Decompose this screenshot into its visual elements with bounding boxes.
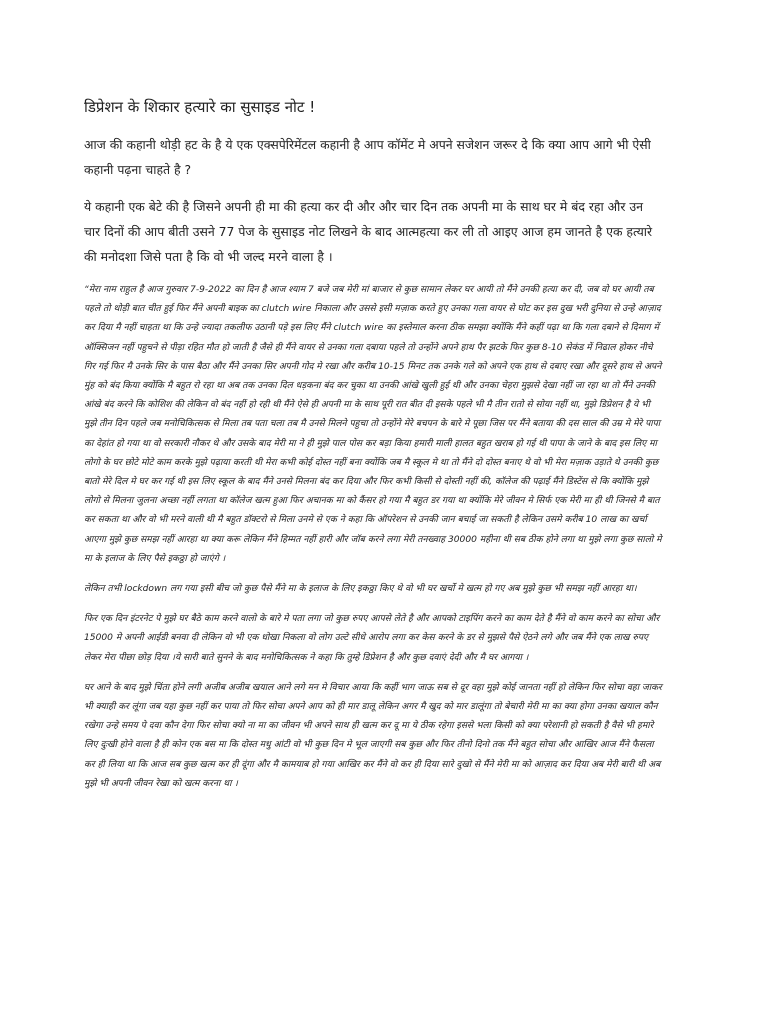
document-title: डिप्रेशन के शिकार हत्यारे का सुसाइड नोट !: [84, 98, 316, 116]
intro-paragraph: आज की कहानी थोड़ी हट के है ये एक एक्सपेरिमेंटल कहानी है आप कॉमेंट मे अपने सजेशन जरूर दे कि क्या आप आगे भी ऐसी कहानी पढ़ना चाहते है ?: [84, 137, 651, 177]
note-paragraph: घर आने के बाद मुझे चिंता होने लगी अजीब अजीब खयाल आने लगे मन मे विचार आया कि कहीं भाग जाऊ सब से दूर वहा मुझे कोई जानता नहीं हो लेकिन फिर सोचा वहा जाकर भी क्याही कर लूंगा जब यहा कुछ नहीं कर पाया तो फिर सोचा अपने आप को ही मार डालू लेकिन अगर मै खुद को मार डालूंगा तो बेचारी मेरी मा का क्या होगा उनका खयाल कौन रखेगा उन्हे समय पे दवा कौन देगा फिर सोचा क्यो ना मा का जीवन भी अपने साथ ही खत्म कर दू मा ये ठीक रहेगा इससे भला किसी को क्या परेशानी हो सकती है वैसे भी हमारे लिए दुःखी होने वाला है ही कोन एक बस मा कि दोस्त मधु आंटी वो भी कुछ दिन मे भूल जाएगी सब कुछ और फिर तीनो दिनो तक मैंने बहुत सोचा और आखिर आज मैंने फैसला कर ही लिया था कि आज सब कुछ खत्म कर ही दूंगा और मै कामयाब हो गया आखिर कर मैंने वो कर ही दिया सारे दुखो से मैंने मेरी मा को आज़ाद कर दिया अब मेरी बारी थी अब मुझे भी अपनी जीवन रेखा को खत्म करना था ।: [84, 682, 662, 789]
note-paragraph: फिर एक दिन इंटरनेट पे मुझे घर बैठे काम करने वालो के बारे मे पता लगा जो कुछ रुपए आपसे लेते है और आपको टाइपिंग करने का काम देते है मैंने वो काम करने का सोचा और 15000 मे अपनी आईडी बनवा दी लेकिन वो भी एक धोखा निकला वो लोग उल्टे सीधे आरोप लगा कर केस करने के डर से मुझसे पैसे ऐठने लगे और जब मैंने एक लाख रुपए लेकर मेरा पीछा छोड़ दिया ।ये सारी बाते सुनने के बाद मनोचिकित्सक ने कहा कि तुम्हे डिप्रेशन है और कुछ दवाएं देदी और मै घर आगया ।: [84, 614, 660, 663]
note-paragraph: लेकिन तभी lockdown लग गया इसी बीच जो कुछ पैसे मैंने मा के इलाज के लिए इकठ्ठा किए थे वो भी घर खर्चो मे खत्म हो गए अब मुझे कुछ भी समझ नहीं आरहा था।: [84, 584, 637, 595]
intro-paragraph: ये कहानी एक बेटे की है जिसने अपनी ही मा की हत्या कर दी और और चार दिन तक अपनी मा के साथ घर मे बंद रहा और उन चार दिनों की आप बीती उसने 77 पेज के सुसाइड नोट लिखने के बाद आत्महत्या कर ली तो आइए आज हम जानते है एक हत्यारे की मनोदशा जिसे पता है कि वो भी जल्द मरने वाला है ।: [84, 199, 653, 264]
note-paragraph: “मेरा नाम राहुल है आज गुरुवार 7-9-2022 का दिन है आज श्याम 7 बजे जब मेरी मां बाजार से कुछ सामान लेकर घर आयी तो मैंने उनकी हत्या कर दी, जब वो घर आयी तब पहले तो थोड़ी बात चीत हुई फिर मैंने अपनी बाइक का clutch wire निकाला और उससे इसी मज़ाक करते हुए उनका गला वायर से घोट कर इस दुख भरी दुनिया से उन्हे आज़ाद कर दिया मै नहीं चाहता था कि उन्हे ज्यादा तकलीफ उठानी पड़े इस लिए मैंने clutch wire का इस्तेमाल करना ठीक समझा क्योंकि मैंने कहीं पढ़ा था कि गला दबाने से दिमाग में ऑक्सिजन नहीं पहुचने से पीड़ा रहित मौत हो जाती है जैसे ही मैंने वायर से उनका गला दबाया पहले तो उन्होंने अपने हाथ पैर झटके फिर कुछ 8-10 सेकंड में निढाल होकर नीचे गिर गई फिर मै उनके सिर के पास बैठा और मैंने उनका सिर अपनी गोद मे रखा और करीब 10-15 मिनट तक उनके गले को अपने एक हाथ से दबाए रखा और दूसरे हाथ से अपने मुंह को बंद किया क्योंकि मै बहुत रो रहा था अब तक उनका दिल धड़कना बंद कर चुका था उनकी आंखे खुली हुई थी और उनका चेहरा मुझसे देखा नहीं जा रहा था तो मैंने उनकी आंखे बंद करने कि कोशिश की लेकिन वो बंद नहीं हो रही थी मैंने ऐसे ही अपनी मा के साथ पूरी रात बीत दी इसके पहले भी मै तीन रातो से सोया नहीं था, मुझे डिप्रेशन है ये भी मुझे तीन दिन पहले जब मनोचिकित्सक से मिला तब पता चला तब मै उनसे मिलने पहुचा तो उन्होंने मेरे बचपन के बारे मे पूछा जिस पर मैंने बताया की दस साल की उम्र मे मेरे पापा का देहांत हो गया था वो सरकारी नौकर थे और उसके बाद मेरी मा ने ही मुझे पाल पोस कर बड़ा किया हमारी माली हालत बहुत खराब हो गई थी पापा के जाने के बाद इस लिए मा लोगो के घर छोटे मोटे काम करके मुझे पढ़ाया करती थी मेरा कभी कोई दोस्त नहीं बना क्योंकि जब मै स्कूल मे था तो मैंने दो दोस्त बनाए थे वो भी मेरा मज़ाक उड़ाते थे उनकी कुछ बातो मेरे दिल मे घर कर गई थी इस लिए स्कूल के बाद मैंने उनसे मिलना बंद कर दिया और फिर कभी किसी से दोस्ती नहीं की, कॉलेज की पढ़ाई मैंने डिस्टेंस से कि क्योंकि मुझे लोगो से मिलना जुलना अच्छा नहीं लगता था कॉलेज खत्म हुआ फिर अचानक मा को कैंसर हो गया मै बहुत डर गया था क्योंकि मेरे जीवन मे सिर्फ एक मेरी मा ही थी जिनसे मै बात कर सकता था और वो भी मरने वाली थी मै बहुत डॉक्टरो से मिला उनमे से एक ने कहा कि ऑपरेशन से उनकी जान बचाई जा सकती है लेकिन उसमे करीब 10 लाख का खर्चा आएगा मुझे कुछ समझ नहीं आरहा था क्या करू लेकिन मैंने हिम्मत नहीं हारी और जॉब करने लगा मेरी तनख्वाह 30000 महीना थी सब ठीक होने लगा था मुझे लगा कुछ सालो मे मा के इलाज के लिए पैसे इकठ्ठा हो जाएंगे ।: [84, 285, 662, 564]
